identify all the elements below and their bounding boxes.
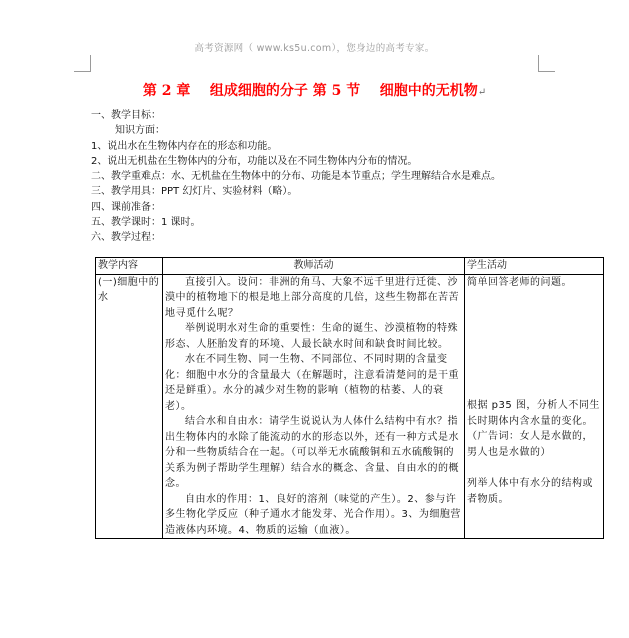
spacer	[467, 460, 601, 476]
table-header-row	[96, 258, 604, 275]
teacher-paragraph: 自由水的作用：1、良好的溶剂（味觉的产生）。2、参与许多生物化学反应（种子通水才能发芽、光合作用）。3、为细胞营造液体内环境。4、物质的运输（血液）。	[165, 493, 461, 536]
return-mark: ↵	[477, 87, 487, 98]
outline-line: 二、教学重难点：水、无机盐在生物体中的分布、功能是本节重点；学生理解结合水是难点。	[91, 171, 501, 183]
student-note: 列举人体中有水分的结构或者物质。	[467, 478, 593, 505]
crop-mark-left-horizontal	[74, 71, 91, 72]
topic-text: (一)细胞中的水	[98, 276, 160, 303]
outline-line: 1、说出水在生物体内存在的形态和功能。	[91, 140, 278, 152]
student-note: 根据 p35 图，分析人不同生长时期体内含水量的变化。（广告词：女人是水做的，男人也是水做的）	[467, 400, 600, 458]
lesson-title	[0, 80, 629, 100]
crop-mark-right-vertical	[538, 55, 539, 72]
teacher-paragraph: 举例说明水对生命的重要性：生命的诞生、沙漠植物的特殊形态、人胚胎发育的环境、人最长缺水时间和缺食时间比较。	[165, 323, 458, 350]
outline-line: 五、教学课时：1 课时。	[91, 217, 201, 229]
teacher-activity-cell	[163, 274, 465, 539]
chapter-name: 组成细胞的分子	[209, 83, 308, 99]
student-activity-cell	[465, 274, 604, 539]
outline-line: 一、教学目标：	[91, 110, 161, 121]
teacher-paragraph: 结合水和自由水：请学生说说认为人体什么结构中有水？指出生物体内的水除了能流动的水的形态以外，还有一种方式是水分和一些物质结合在一起。（可以举无水硫酸铜和五水硫酸铜的关系为例子帮助学生理解）结合水的概念、含量、自由水的的概念。	[165, 416, 459, 489]
crop-mark-right-horizontal	[538, 71, 555, 72]
outline-line: 六、教学过程：	[91, 232, 161, 244]
student-note: 简单回答老师的问题。	[467, 276, 572, 288]
outline-line: 四、课前准备：	[91, 201, 161, 213]
column-header-content: 教学内容	[96, 258, 163, 275]
outline-line: 知识方面：	[115, 125, 165, 137]
table-row	[96, 274, 604, 539]
chapter-number: 第 2 章	[142, 83, 191, 99]
page-header: 高考资源网（ www.ks5u.com），您身边的高考专家。	[194, 43, 435, 54]
column-header-student: 学生活动	[465, 258, 604, 275]
spacer	[467, 290, 601, 398]
teacher-paragraph: 直接引入。设问：非洲的角马、大象不远千里进行迁徙、沙漠中的植物地下的根是地上部分高度的几倍，这些生物都在苦苦地寻觅什么呢？	[165, 276, 459, 319]
lesson-outline	[91, 108, 561, 246]
section-number: 第 5 节	[312, 83, 361, 99]
crop-mark-left-vertical	[90, 55, 91, 72]
outline-line: 三、教学用具：PPT 幻灯片、实验材料（略）。	[91, 186, 298, 198]
section-name: 细胞中的无机物	[379, 83, 478, 99]
teaching-process-table	[95, 257, 604, 539]
outline-line: 2、说出无机盐在生物体内的分布，功能以及在不同生物体内分布的情况。	[91, 155, 418, 167]
teacher-paragraph: 水在不同生物、同一生物、不同部位、不同时期的含量变化：细胞中水分的含量最大（在解题时，注意看清楚问的是干重还是鲜重）。水分的减少对生物的影响（植物的枯萎、人的衰老）。	[165, 354, 459, 412]
topic-cell	[96, 274, 163, 539]
column-header-teacher: 教师活动	[163, 258, 465, 275]
